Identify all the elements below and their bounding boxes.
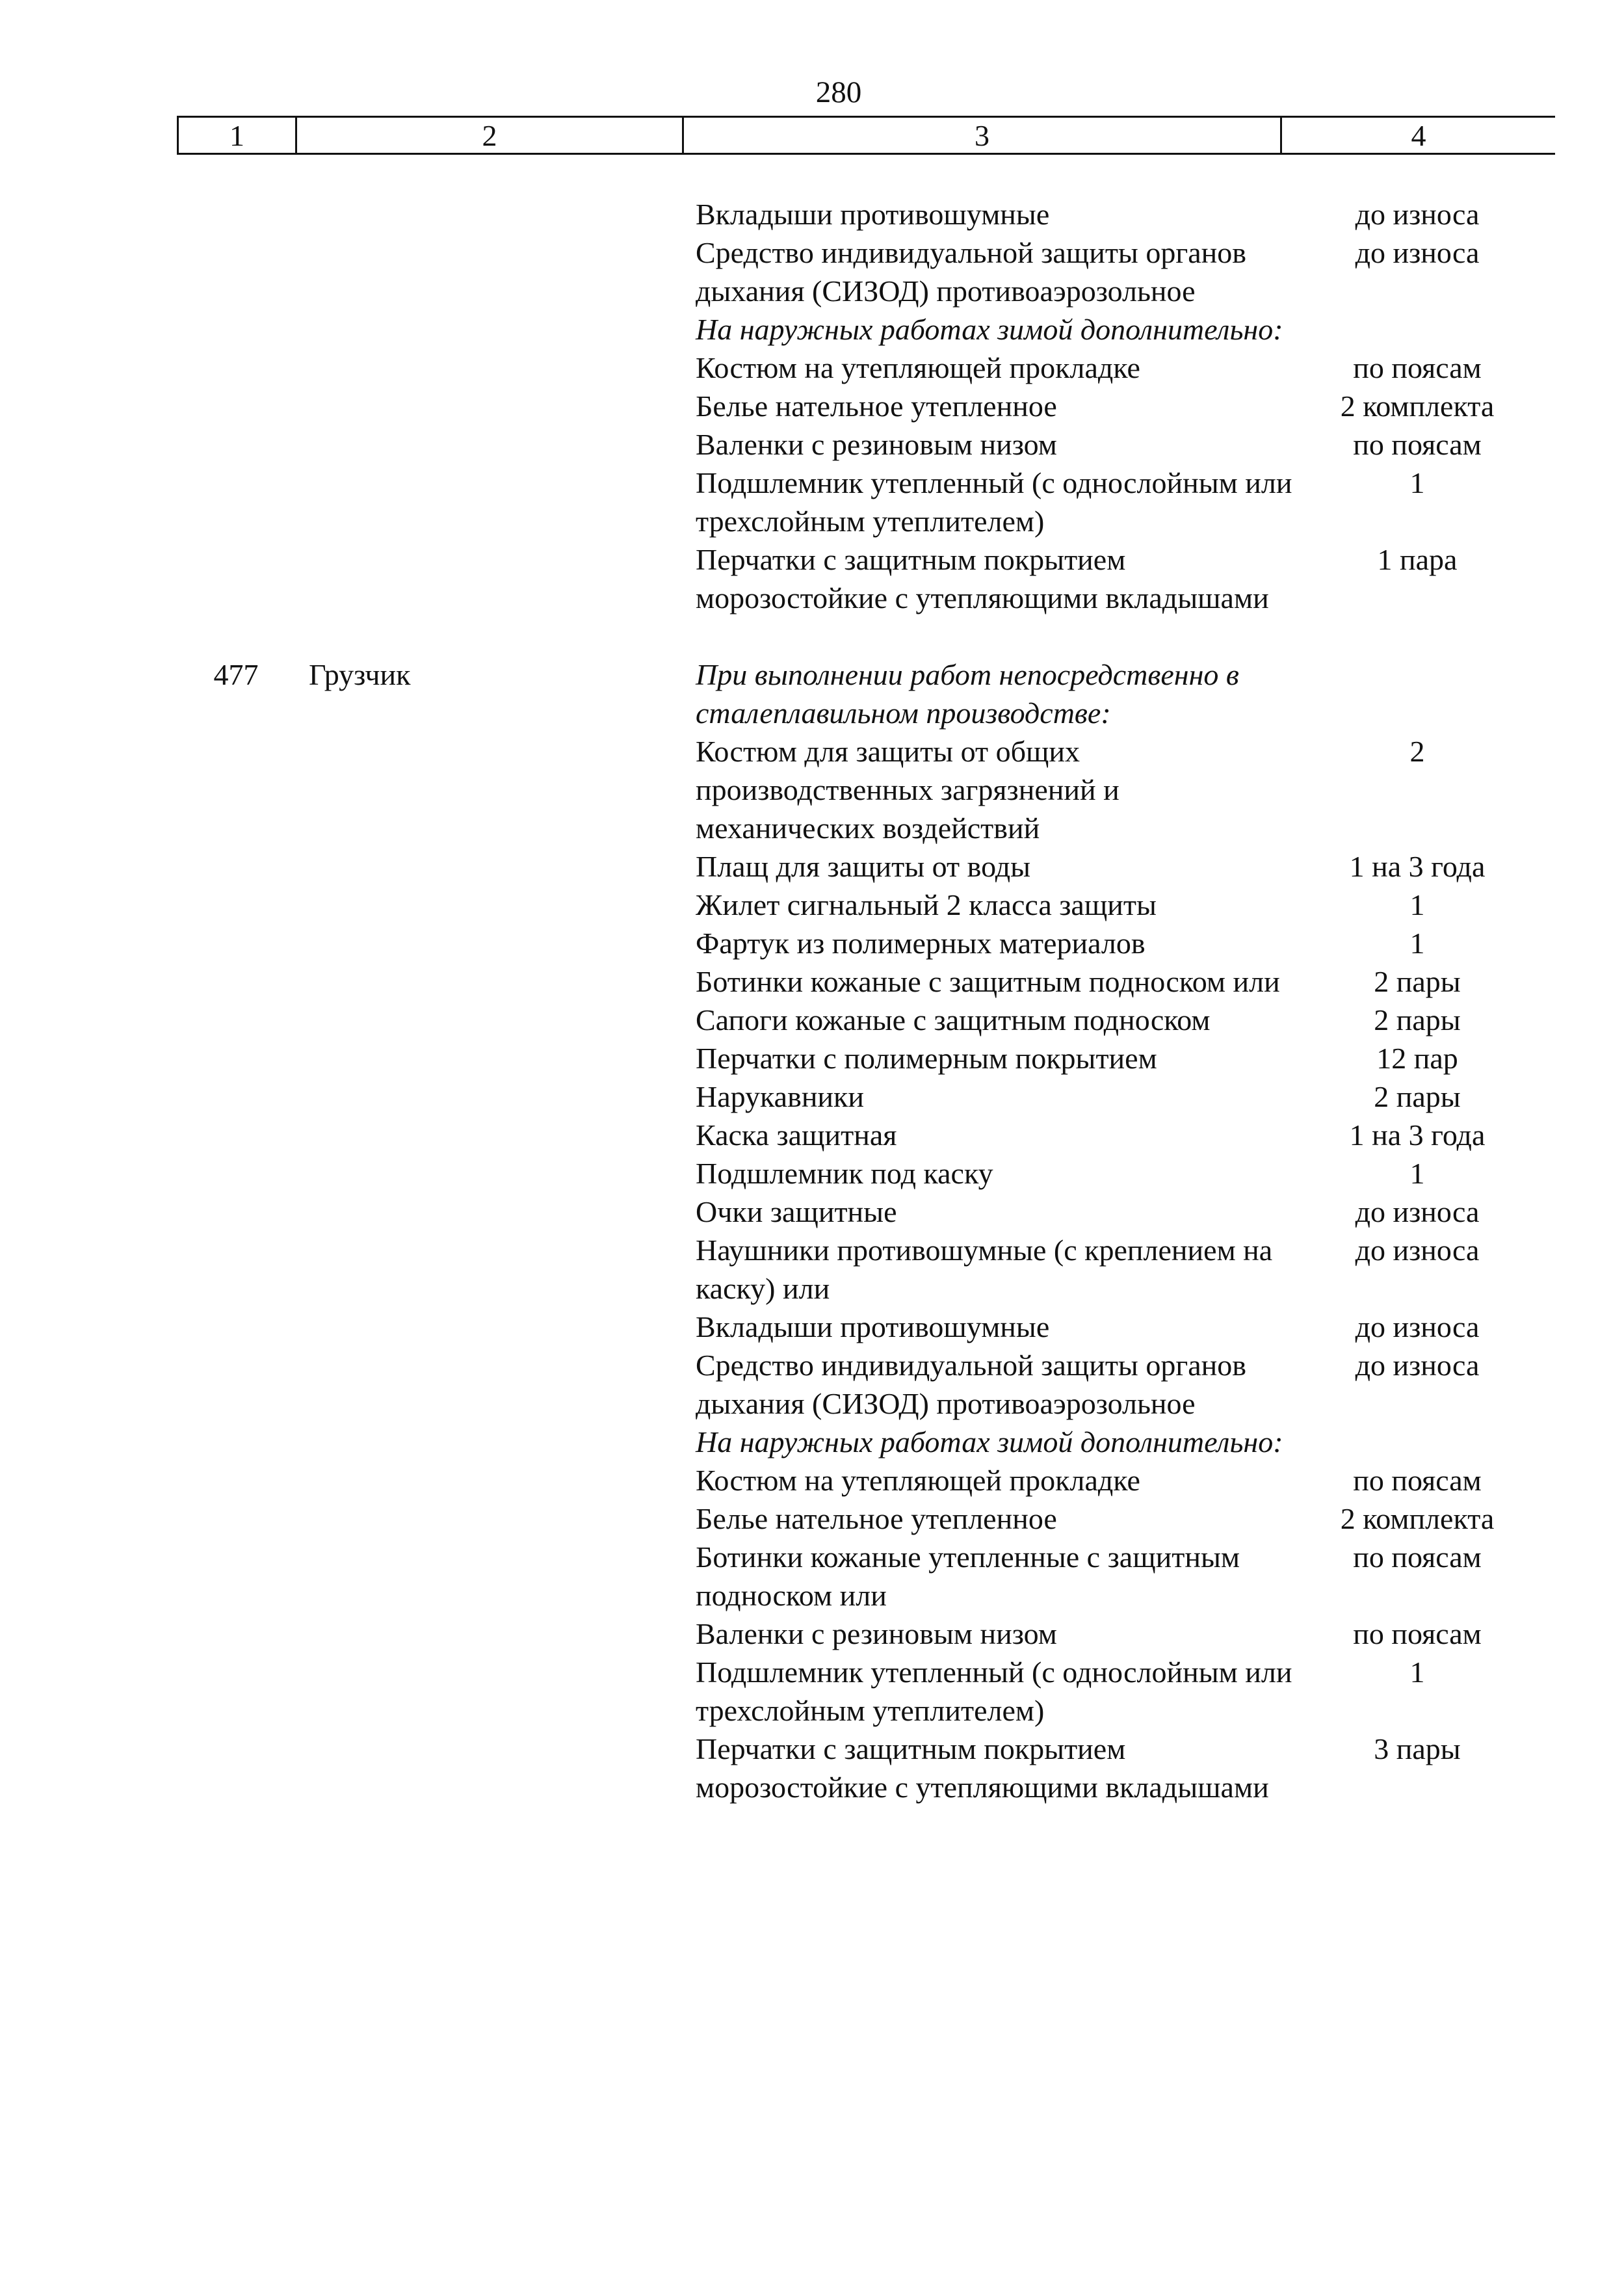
item-quantity: 2 комплекта xyxy=(1340,1502,1495,1535)
item-name: Валенки с резиновым низом xyxy=(696,428,1057,461)
heading-text: На наружных работах зимой дополнительно: xyxy=(696,313,1283,346)
item-quantity: 3 пары xyxy=(1374,1732,1461,1765)
table-row xyxy=(0,540,1624,617)
item-name: Очки защитные xyxy=(696,1195,897,1228)
entry-477 xyxy=(0,655,1624,1806)
item-name: Ботинки кожаные утепленные с защитным подноском или xyxy=(696,1540,1240,1612)
table-row xyxy=(0,847,1624,886)
item-quantity: 2 пары xyxy=(1374,1003,1461,1036)
item-quantity: по поясам xyxy=(1353,1464,1482,1497)
column-header-row xyxy=(177,116,1555,155)
item-name: Подшлемник под каску xyxy=(696,1157,993,1190)
item-quantity: по поясам xyxy=(1353,1540,1482,1574)
item-name: Костюм на утепляющей прокладке xyxy=(696,351,1140,384)
table-row xyxy=(0,886,1624,924)
table-row xyxy=(0,1653,1624,1730)
table-row xyxy=(0,1615,1624,1653)
item-quantity: 1 xyxy=(1409,927,1425,960)
column-header-1: 1 xyxy=(179,118,297,153)
continuation-block xyxy=(0,195,1624,617)
column-header-2: 2 xyxy=(297,118,684,153)
item-quantity: 1 xyxy=(1409,888,1425,921)
profession-name: Грузчик xyxy=(309,658,411,691)
item-quantity: 2 комплекта xyxy=(1340,389,1495,423)
item-name: Костюм для защиты от общих производственных загрязнений и механических воздействий xyxy=(696,735,1120,845)
table-row xyxy=(0,1346,1624,1423)
table-row xyxy=(0,962,1624,1001)
column-header-3: 3 xyxy=(684,118,1282,153)
item-name: Костюм на утепляющей прокладке xyxy=(696,1464,1140,1497)
table-row xyxy=(0,1001,1624,1039)
item-name: Перчатки с полимерным покрытием xyxy=(696,1042,1157,1075)
column-header-4: 4 xyxy=(1411,118,1426,152)
table-row xyxy=(0,1154,1624,1193)
table-row xyxy=(0,233,1624,310)
item-quantity: 1 на 3 года xyxy=(1349,1118,1486,1152)
item-quantity: 1 на 3 года xyxy=(1349,850,1486,883)
item-name: Каска защитная xyxy=(696,1118,897,1152)
table-row xyxy=(0,1231,1624,1308)
table-row xyxy=(0,1193,1624,1231)
item-quantity: до износа xyxy=(1355,1234,1480,1267)
item-name: Жилет сигнальный 2 класса защиты xyxy=(696,888,1157,921)
table-row xyxy=(0,195,1624,233)
section-heading xyxy=(0,310,1624,349)
item-name: Средство индивидуальной защиты органов дыхания (СИЗОД) противоаэрозольное xyxy=(696,236,1246,308)
section-heading xyxy=(0,1423,1624,1461)
table-row xyxy=(0,1730,1624,1806)
item-name: Плащ для защиты от воды xyxy=(696,850,1031,883)
item-quantity: по поясам xyxy=(1353,1617,1482,1650)
item-quantity: до износа xyxy=(1355,1195,1480,1228)
table-row xyxy=(0,1461,1624,1499)
table-row xyxy=(0,1499,1624,1538)
item-quantity: до износа xyxy=(1355,236,1480,269)
page-number: 280 xyxy=(815,75,862,109)
entry-first-row xyxy=(0,655,1624,732)
table-row xyxy=(0,1039,1624,1077)
item-quantity: до износа xyxy=(1355,198,1480,231)
item-quantity: до износа xyxy=(1355,1349,1480,1382)
item-name: Подшлемник утепленный (с однослойным или трехслойным утеплителем) xyxy=(696,466,1292,538)
item-quantity: 1 xyxy=(1409,1157,1425,1190)
item-quantity: 1 пара xyxy=(1377,543,1458,576)
item-name: Вкладыши противошумные xyxy=(696,1310,1050,1343)
item-quantity: 12 пар xyxy=(1376,1042,1458,1075)
item-quantity: по поясам xyxy=(1353,351,1482,384)
item-name: Перчатки с защитным покрытием морозостойкие с утепляющими вкладышами xyxy=(696,1732,1269,1804)
table-row xyxy=(0,732,1624,847)
item-quantity: по поясам xyxy=(1353,428,1482,461)
item-name: Белье нательное утепленное xyxy=(696,389,1057,423)
item-quantity: 2 пары xyxy=(1374,965,1461,998)
item-name: Средство индивидуальной защиты органов дыхания (СИЗОД) противоаэрозольное xyxy=(696,1349,1246,1420)
item-name: Перчатки с защитным покрытием морозостойкие с утепляющими вкладышами xyxy=(696,543,1269,614)
item-name: Подшлемник утепленный (с однослойным или трехслойным утеплителем) xyxy=(696,1656,1292,1727)
item-name: Нарукавники xyxy=(696,1080,865,1113)
table-row xyxy=(0,349,1624,387)
table-row xyxy=(0,1116,1624,1154)
item-name: Фартук из полимерных материалов xyxy=(696,927,1146,960)
item-quantity: 2 xyxy=(1409,735,1425,768)
table-row xyxy=(0,1077,1624,1116)
heading-text: При выполнении работ непосредственно в сталеплавильном производстве: xyxy=(696,658,1239,730)
table-row xyxy=(0,1308,1624,1346)
spacer xyxy=(0,617,1624,655)
item-name: Сапоги кожаные с защитным подноском xyxy=(696,1003,1211,1036)
entry-number: 477 xyxy=(213,658,259,691)
item-quantity: 1 xyxy=(1409,1656,1425,1689)
item-name: Белье нательное утепленное xyxy=(696,1502,1057,1535)
table-row xyxy=(0,425,1624,464)
item-quantity: 1 xyxy=(1409,466,1425,499)
table-row xyxy=(0,1538,1624,1615)
table-row xyxy=(0,387,1624,425)
item-quantity: 2 пары xyxy=(1374,1080,1461,1113)
item-name: Валенки с резиновым низом xyxy=(696,1617,1057,1650)
item-name: Вкладыши противошумные xyxy=(696,198,1050,231)
item-quantity: до износа xyxy=(1355,1310,1480,1343)
document-body xyxy=(0,195,1624,1806)
table-row xyxy=(0,924,1624,962)
item-name: Наушники противошумные (с креплением на каску) или xyxy=(696,1234,1273,1305)
heading-text: На наружных работах зимой дополнительно: xyxy=(696,1425,1283,1458)
item-name: Ботинки кожаные с защитным подноском или xyxy=(696,965,1280,998)
table-row xyxy=(0,464,1624,540)
